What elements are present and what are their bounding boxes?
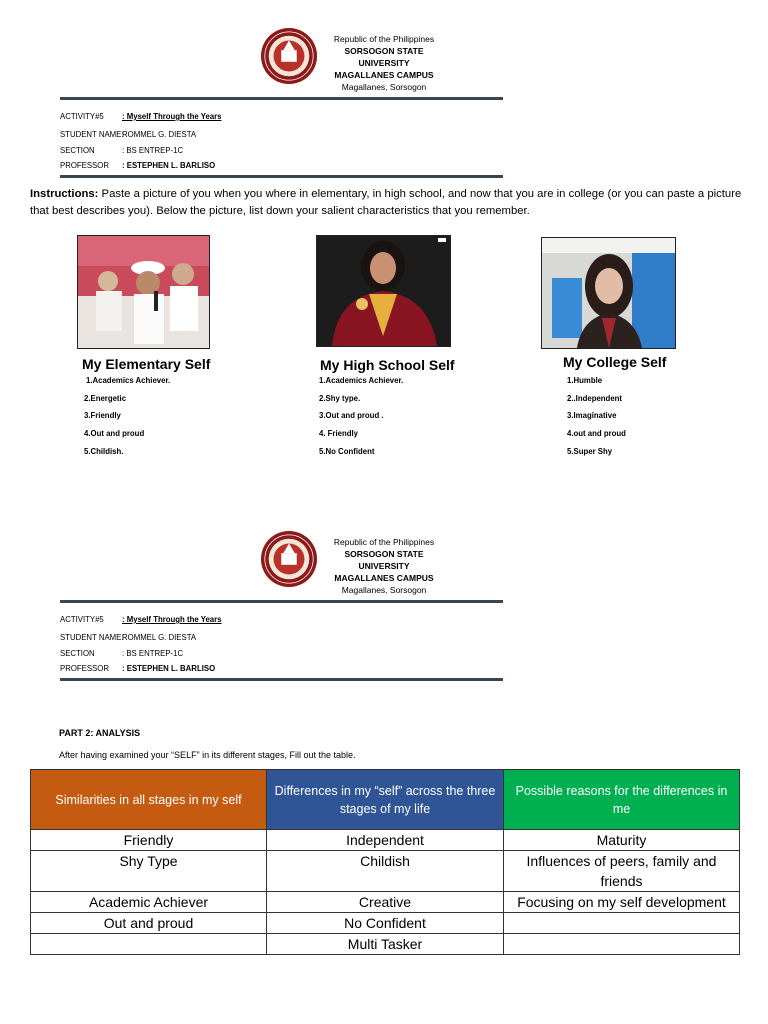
university-name: SORSOGON STATE UNIVERSITY (344, 549, 424, 571)
university-name: SORSOGON STATE UNIVERSITY (344, 46, 424, 68)
analysis-header-row (31, 770, 740, 830)
header-rule-top (60, 600, 503, 603)
instructions-paragraph (30, 186, 745, 220)
table-cell: Shy Type (31, 851, 267, 892)
header-reasons: Possible reasons for the differences in me (504, 770, 740, 830)
college-trait-4: 4.out and proud (567, 429, 626, 438)
table-cell (504, 934, 740, 955)
page-header-1 (0, 27, 768, 197)
elementary-photo (77, 235, 210, 349)
professor-value: : ESTEPHEN L. BARLISO (122, 161, 216, 170)
campus-location: Magallanes, Sorsogon (341, 585, 427, 595)
section-value: : BS ENTREP-1C (122, 146, 184, 155)
campus-name: MAGALLANES CAMPUS (334, 70, 434, 80)
republic-line: Republic of the Philippines (333, 537, 435, 547)
activity-value: : Myself Through the Years (122, 615, 222, 624)
high-school-title: My High School Self (320, 357, 455, 373)
high-school-trait-4: 4. Friendly (319, 429, 358, 438)
table-cell: Out and proud (31, 913, 267, 934)
table-row (31, 913, 740, 934)
table-row (31, 934, 740, 955)
university-seal-logo (260, 530, 318, 588)
elementary-trait-2: 2.Energetic (84, 394, 127, 403)
table-cell: Focusing on my self development (504, 892, 740, 913)
table-cell: Childish (267, 851, 504, 892)
high-school-trait-2: 2.Shy type. (319, 394, 361, 403)
college-photo (541, 237, 676, 349)
university-name-block (320, 536, 448, 596)
republic-line: Republic of the Philippines (333, 34, 435, 44)
high-school-trait-3: 3.Out and proud . (319, 411, 384, 420)
table-cell: Independent (267, 830, 504, 851)
high-school-photo (316, 235, 451, 347)
table-cell: Maturity (504, 830, 740, 851)
university-seal-logo (260, 27, 318, 85)
professor-value: : ESTEPHEN L. BARLISO (122, 664, 216, 673)
college-trait-1: 1.Humble (567, 376, 603, 385)
instructions-text: Paste a picture of you when you where in elementary, in high school, and now that you are in college (or you can paste a picture that best describes you). Below the picture, list down your salient characteristics that you remember. (30, 188, 742, 217)
student-value: ROMMEL G. DIESTA (122, 633, 197, 642)
table-cell: Creative (267, 892, 504, 913)
section-label: SECTION (60, 649, 95, 658)
header-rule-bottom (60, 678, 503, 681)
high-school-trait-1: 1.Academics Achiever. (319, 376, 404, 385)
page-header-2 (0, 530, 768, 700)
campus-location: Magallanes, Sorsogon (341, 82, 427, 92)
student-value: ROMMEL G. DIESTA (122, 130, 197, 139)
table-cell: Influences of peers, family and friends (504, 851, 740, 892)
elementary-trait-1: 1.Academics Achiever. (86, 376, 171, 385)
part2-instruction: After having examined your “SELF” in its different stages, Fill out the table. (59, 750, 356, 760)
analysis-table (30, 769, 740, 955)
college-trait-5: 5.Super Shy (567, 447, 613, 456)
college-title: My College Self (563, 354, 667, 370)
table-cell: Friendly (31, 830, 267, 851)
table-cell: Multi Tasker (267, 934, 504, 955)
table-cell (504, 913, 740, 934)
student-label: STUDENT NAME: (60, 633, 124, 642)
elementary-title: My Elementary Self (82, 356, 211, 372)
elementary-trait-4: 4.Out and proud (84, 429, 145, 438)
section-label: SECTION (60, 146, 95, 155)
activity-label: ACTIVITY#5 (60, 112, 104, 121)
professor-label: PROFESSOR (60, 664, 109, 673)
table-cell: Academic Achiever (31, 892, 267, 913)
table-cell: No Confident (267, 913, 504, 934)
header-differences: Differences in my “self” across the three stages of my life (267, 770, 504, 830)
part2-heading: PART 2: ANALYSIS (59, 728, 141, 738)
activity-value: : Myself Through the Years (122, 112, 222, 121)
header-rule-bottom (60, 175, 503, 178)
header-rule-top (60, 97, 503, 100)
instructions-lead: Instructions: (30, 188, 99, 200)
table-row (31, 892, 740, 913)
header-similarities: Similarities in all stages in my self (31, 770, 267, 830)
professor-label: PROFESSOR (60, 161, 109, 170)
student-label: STUDENT NAME: (60, 130, 124, 139)
activity-label: ACTIVITY#5 (60, 615, 104, 624)
elementary-trait-3: 3.Friendly (84, 411, 121, 420)
table-row (31, 851, 740, 892)
table-row (31, 830, 740, 851)
college-trait-3: 3.Imaginative (567, 411, 617, 420)
campus-name: MAGALLANES CAMPUS (334, 573, 434, 583)
section-value: : BS ENTREP-1C (122, 649, 184, 658)
university-name-block (320, 33, 448, 93)
high-school-trait-5: 5.No Confident (319, 447, 375, 456)
elementary-trait-5: 5.Childish. (84, 447, 124, 456)
college-trait-2: 2..Independent (567, 394, 623, 403)
table-cell (31, 934, 267, 955)
